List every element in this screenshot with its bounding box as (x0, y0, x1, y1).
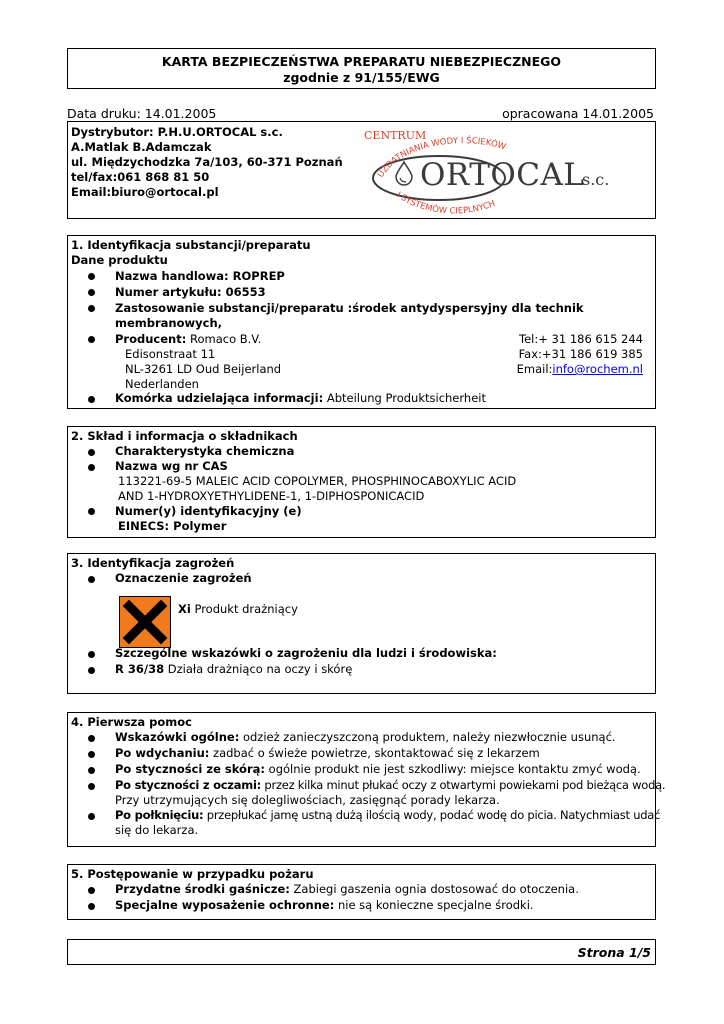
first-aid-skin-text: ogólnie produkt nie jest szkodliwy: miejsce kontaktu zmyć wodą. (265, 762, 641, 776)
bullet-icon (88, 305, 95, 312)
bullet-icon (88, 667, 95, 674)
first-aid-eyes-label: Po styczności z oczami: (115, 778, 262, 792)
producer-email-label: Email: (516, 362, 553, 376)
producer-tel: Tel:+ 31 186 615 244 (519, 332, 643, 346)
bullet-icon (88, 508, 95, 515)
cas-line-2: AND 1-HYDROXYETHYLIDENE-1, 1-DIPHOSPONICACID (118, 489, 425, 503)
product-data-subheading: Dane produktu (71, 253, 168, 267)
info-department-label: Komórka udzielająca informacji: (115, 391, 324, 405)
bullet-icon (88, 735, 95, 742)
risk-phrase (115, 662, 352, 677)
first-aid-swallowing-label: Po połknięciu: (115, 808, 204, 822)
first-aid-general (115, 730, 616, 745)
producer-address-1: Edisonstraat 11 (125, 347, 216, 361)
hazard-xi (178, 602, 298, 617)
distributor-owners: A.Matlak B.Adamczak (71, 140, 212, 154)
first-aid-inhalation-label: Po wdychaniu: (115, 746, 210, 760)
article-number: Numer artykułu: 06553 (115, 285, 266, 299)
distributor-name: Dystrybutor: P.H.U.ORTOCAL s.c. (71, 125, 283, 139)
first-aid-skin (115, 762, 641, 777)
bullet-icon (88, 336, 95, 343)
bullet-icon (88, 273, 95, 280)
protective-equipment-label: Specjalne wyposażenie ochronne: (115, 898, 335, 912)
first-aid-swallowing (115, 808, 660, 823)
producer-country: Nederlanden (125, 377, 199, 391)
cas-line-1: 113221-69-5 MALEIC ACID COPOLYMER, PHOSPHINOCABOXYLIC ACID (118, 474, 517, 488)
section-2-composition (67, 426, 656, 538)
einecs: EINECS: Polymer (118, 519, 227, 533)
bullet-icon (88, 783, 95, 790)
cas-name-label: Nazwa wg nr CAS (115, 459, 228, 473)
first-aid-swallowing-text: przepłukać jamę ustną dużą ilością wody, podać wodę do picia. Natychmiast udać (203, 808, 661, 822)
bullet-icon (88, 751, 95, 758)
bullet-icon (88, 903, 95, 910)
info-department-value: Abteilung Produktsicherheit (323, 391, 486, 405)
bullet-icon (88, 464, 95, 471)
chemical-characteristic: Charakterystyka chemiczna (115, 444, 295, 458)
first-aid-eyes (115, 778, 665, 793)
identification-numbers-label: Numer(y) identyfikacyjny (e) (115, 504, 302, 518)
bullet-icon (88, 289, 95, 296)
distributor-address: ul. Międzychodzka 7a/103, 60-371 Poznań (71, 155, 343, 169)
distributor-email: Email:biuro@ortocal.pl (71, 185, 219, 199)
first-aid-general-label: Wskazówki ogólne: (115, 730, 240, 744)
bullet-icon (88, 576, 95, 583)
first-aid-inhalation-text: zadbać o świeże powietrze, skontaktować się z lekarzem (209, 746, 540, 760)
logo-name: ORTOCAL (420, 157, 585, 193)
bullet-icon (88, 651, 95, 658)
irritant-hazard-icon (119, 596, 171, 648)
producer (115, 332, 261, 347)
hazard-marking-label: Oznaczenie zagrożeń (115, 571, 252, 585)
footer-box (67, 939, 656, 965)
producer-address-2: NL-3261 LD Oud Beijerland (125, 362, 282, 376)
first-aid-swallowing-continued: się do lekarza. (115, 823, 199, 837)
document-title: KARTA BEZPIECZEŃSTWA PREPARATU NIEBEZPIECZNEGO (161, 54, 562, 69)
section-1-identification (67, 235, 656, 409)
print-date: Data druku: 14.01.2005 (67, 106, 217, 121)
extinguishing-media-text: Zabiegi gaszenia ognia dostosować do otoczenia. (289, 882, 579, 896)
section-5-heading: 5. Postępowanie w przypadku pożaru (71, 867, 314, 881)
section-1-heading: 1. Identyfikacja substancji/preparatu (71, 238, 311, 252)
section-4-heading: 4. Pierwsza pomoc (71, 715, 192, 729)
extinguishing-media-label: Przydatne środki gaśnicze: (115, 882, 290, 896)
section-5-fire (67, 864, 656, 920)
usage-line-1: Zastosowanie substancji/preparatu :środek antydyspersyjny dla technik (115, 301, 584, 315)
logo-suffix: s.c. (582, 170, 610, 189)
bullet-icon (88, 813, 95, 820)
section-4-first-aid (67, 712, 666, 847)
section-2-heading: 2. Skład i informacja o składnikach (71, 429, 298, 443)
xi-text: Produkt drażniący (190, 602, 298, 616)
extinguishing-media (115, 882, 579, 897)
logo-arc-top: UZDATNIANIA WODY I ŚCIEKÓW (376, 136, 507, 180)
producer-name: Romaco B.V. (186, 332, 262, 346)
first-aid-eyes-text: przez kilka minut płukać oczy z otwartymi powiekami pod bieżąca wodą. (261, 778, 666, 792)
first-aid-general-text: odzież zanieczyszczoną produktem, należy niezwłocznie usunąć. (239, 730, 616, 744)
risk-code: R 36/38 (115, 662, 165, 676)
logo-arc-bottom: I SYSTEMÓW CIEPLNYCH (394, 190, 497, 216)
usage-line-2: membranowych, (115, 316, 223, 330)
page-number: Strona 1/5 (577, 945, 651, 960)
producer-email (517, 362, 643, 377)
distributor-phone: tel/fax:061 868 81 50 (71, 170, 210, 184)
ortocal-logo (364, 126, 634, 216)
risk-text: Działa drażniąco na oczy i skórę (164, 662, 353, 676)
bullet-icon (88, 767, 95, 774)
first-aid-skin-label: Po styczności ze skórą: (115, 762, 265, 776)
prepared-date: opracowana 14.01.2005 (502, 106, 654, 121)
bullet-icon (88, 396, 95, 403)
trade-name: Nazwa handlowa: ROPREP (115, 269, 285, 283)
producer-email-link[interactable]: info@rochem.nl (552, 362, 643, 376)
logo-centrum: CENTRUM (364, 129, 427, 142)
producer-label: Producent: (115, 332, 187, 346)
section-3-heading: 3. Identyfikacja zagrożeń (71, 556, 235, 570)
protective-equipment (115, 898, 534, 913)
first-aid-eyes-continued: Przy utrzymujących się dolegliwościach, zasięgnąć porady lekarza. (115, 793, 500, 807)
first-aid-inhalation (115, 746, 540, 761)
section-3-hazards (67, 553, 656, 694)
distributor-box (67, 121, 656, 219)
protective-equipment-text: nie są konieczne specjalne środki. (334, 898, 534, 912)
document-subtitle: zgodnie z 91/155/EWG (283, 70, 440, 85)
info-department (115, 391, 486, 406)
bullet-icon (88, 887, 95, 894)
producer-fax: Fax:+31 186 619 385 (518, 347, 643, 361)
document-title-box (67, 48, 656, 89)
xi-code: Xi (178, 602, 191, 616)
bullet-icon (88, 449, 95, 456)
special-hazard-label: Szczególne wskazówki o zagrożeniu dla ludzi i środowiska: (115, 646, 497, 660)
